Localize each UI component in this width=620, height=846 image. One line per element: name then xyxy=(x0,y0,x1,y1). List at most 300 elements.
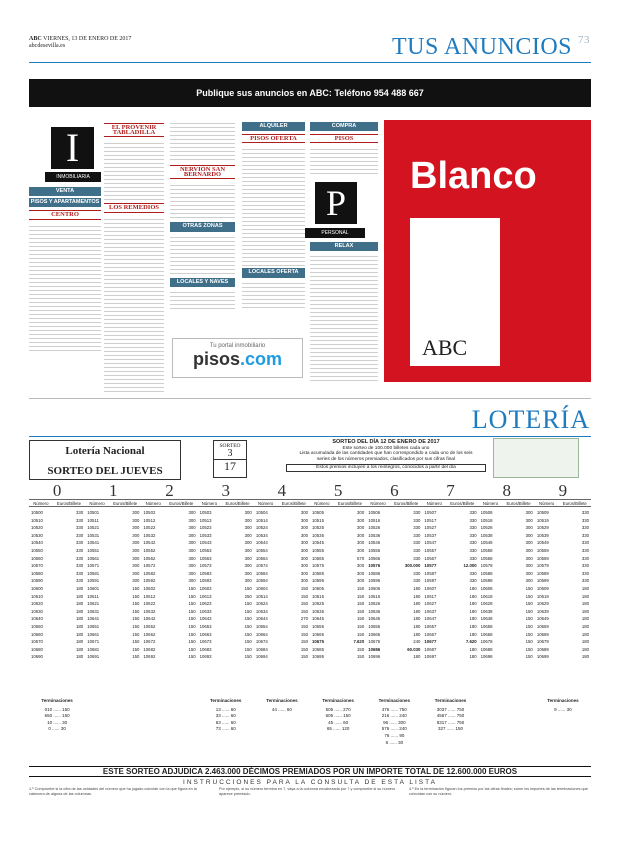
instr-col-3: 4.º En la terminación figuran los premios por las cifras finales; sume los importes de las terminaciones que coincidan con su número. xyxy=(409,787,588,796)
terminacion-row: 45 ...... 60 xyxy=(328,719,349,725)
ads-text-block xyxy=(29,223,101,353)
abc-logo: ABC xyxy=(422,335,468,360)
result-row xyxy=(481,524,533,532)
result-number: 10510 xyxy=(31,517,43,523)
result-amount: 180 xyxy=(413,631,421,637)
result-row xyxy=(200,623,252,631)
result-row xyxy=(87,509,139,517)
result-row xyxy=(424,653,476,661)
result-number: 10512 xyxy=(143,517,156,523)
column-header xyxy=(29,500,85,506)
result-row xyxy=(200,577,252,585)
result-number: 10534 xyxy=(255,532,268,538)
result-row xyxy=(256,600,308,608)
digit-header: 8 xyxy=(502,481,511,500)
result-number: 10595 xyxy=(312,578,324,584)
result-row xyxy=(537,539,589,547)
result-row xyxy=(31,593,83,601)
phone-banner: Publique sus anuncios en ABC: Teléfono 954 488 667 xyxy=(29,79,591,107)
result-number: 10691 xyxy=(87,654,100,660)
result-number: 10664 xyxy=(255,631,268,637)
result-row xyxy=(537,608,589,616)
result-number: 10674 xyxy=(255,639,268,645)
result-row xyxy=(256,638,308,646)
result-number: 10692 xyxy=(143,654,156,660)
result-amount: 330 xyxy=(76,517,84,523)
result-amount: 150 xyxy=(132,601,140,607)
result-number: 10695 xyxy=(312,654,324,660)
result-number: 10507 xyxy=(424,510,437,515)
terminacion-row: 605 ...... 150 xyxy=(325,713,351,719)
remedios-heading: LOS REMEDIOS xyxy=(104,203,164,212)
result-row xyxy=(312,555,364,563)
result-row xyxy=(312,517,364,525)
result-amount: 150 xyxy=(525,639,533,645)
result-number: 10585 xyxy=(312,570,324,576)
result-row xyxy=(200,608,252,616)
terminaciones-heading: Terminaciones xyxy=(378,698,411,703)
result-amount: 180 xyxy=(76,654,84,660)
terminacion-row: 505 ...... 270 xyxy=(325,706,351,712)
result-amount: 150 xyxy=(188,593,196,599)
result-number: 10532 xyxy=(143,532,156,538)
result-amount: 150 xyxy=(357,623,365,629)
header-num: Número xyxy=(314,501,330,506)
result-row xyxy=(424,524,476,532)
result-amount: 330 xyxy=(76,525,84,531)
result-number: 10654 xyxy=(255,623,268,629)
result-number: 10677 xyxy=(424,639,437,645)
result-amount: 300 xyxy=(132,532,140,538)
result-amount: 180 xyxy=(76,585,84,591)
result-row xyxy=(256,593,308,601)
terminaciones-heading: Terminaciones xyxy=(434,698,467,703)
result-row xyxy=(200,555,252,563)
digit-header: 4 xyxy=(277,481,287,500)
result-number: 10575 xyxy=(312,563,324,569)
result-number: 10530 xyxy=(31,532,43,538)
result-amount: 300 xyxy=(357,578,365,584)
result-row xyxy=(368,539,420,547)
result-row xyxy=(200,509,252,517)
result-amount: 150 xyxy=(132,593,140,599)
result-row xyxy=(143,539,195,547)
result-number: 10683 xyxy=(199,646,212,652)
result-number: 10608 xyxy=(480,585,493,591)
result-row xyxy=(368,615,420,623)
result-number: 10679 xyxy=(536,639,549,645)
result-amount: 300 xyxy=(525,563,533,569)
result-number: 10687 xyxy=(424,646,437,652)
result-amount: 150 xyxy=(300,646,309,652)
draw-name: SORTEO DEL JUEVES xyxy=(47,465,163,477)
result-amount: 180 xyxy=(581,593,590,599)
result-amount: 180 xyxy=(469,601,477,607)
result-number: 10629 xyxy=(536,601,549,607)
digit-header: 6 xyxy=(390,481,399,500)
result-number: 10647 xyxy=(424,616,437,622)
result-amount: 330 xyxy=(469,570,477,576)
result-number: 10566 xyxy=(368,555,381,561)
result-row xyxy=(368,517,420,525)
result-amount: 180 xyxy=(76,608,84,614)
result-row xyxy=(143,615,195,623)
result-row xyxy=(424,631,476,639)
terminacion-row: 10 ...... 30 xyxy=(47,719,68,725)
paper-name: ABC xyxy=(29,36,42,42)
result-amount: 150 xyxy=(188,639,196,645)
site-link[interactable]: abcdesevilla.es xyxy=(29,43,66,49)
result-number: 10611 xyxy=(87,593,99,599)
result-row xyxy=(537,524,589,532)
header-num: Número xyxy=(145,501,161,506)
instr-col-2: Por ejemplo, si su número termina en 7, vaya a la columna encabezada por 7 y compruebe si su número aparece premiado. xyxy=(219,787,396,796)
result-number: 10624 xyxy=(255,601,268,607)
personal-label: PERSONAL xyxy=(305,228,365,238)
sorteo-label: SORTEO xyxy=(219,443,241,449)
result-row xyxy=(368,593,420,601)
terminaciones-column xyxy=(141,698,197,746)
result-row xyxy=(537,600,589,608)
result-amount: 330 xyxy=(76,510,84,515)
result-amount: 330 xyxy=(469,547,477,553)
result-number: 10570 xyxy=(31,563,43,569)
instrucciones-title: INSTRUCCIONES PARA LA CONSULTA DE ESTA LISTA xyxy=(183,779,437,786)
results-column xyxy=(29,509,85,661)
result-amount: 330 xyxy=(413,570,421,576)
result-row xyxy=(424,517,476,525)
result-amount: 150 xyxy=(188,601,196,607)
result-number: 10682 xyxy=(143,646,156,652)
result-number: 10666 xyxy=(368,631,381,637)
results-column xyxy=(366,509,422,661)
result-number: 10536 xyxy=(368,532,381,538)
result-number: 10521 xyxy=(87,525,100,531)
result-row xyxy=(256,524,308,532)
result-row xyxy=(31,555,83,563)
header-num: Número xyxy=(258,501,274,506)
result-number: 10576 xyxy=(368,563,381,569)
result-amount: 300 xyxy=(244,532,252,538)
terminaciones-heading: Terminaciones xyxy=(209,698,242,703)
column-header xyxy=(422,500,478,506)
result-row xyxy=(424,638,476,646)
terminacion-row: 576 ...... 240 xyxy=(381,726,407,732)
result-row xyxy=(200,646,252,654)
result-number: 10609 xyxy=(536,585,549,591)
ads-text-block xyxy=(170,120,235,162)
result-number: 10537 xyxy=(424,532,437,538)
header-num: Número xyxy=(201,501,218,506)
nervion-heading: NERVIÓN SAN BERNARDO xyxy=(170,165,235,179)
result-amount: 330 xyxy=(581,525,590,531)
result-amount: 150 xyxy=(244,646,252,652)
result-amount: 7.620 xyxy=(353,639,365,645)
result-row xyxy=(481,562,533,570)
result-number: 10649 xyxy=(536,616,549,622)
terminacion-row: 33 ...... 60 xyxy=(215,713,236,719)
result-number: 10698 xyxy=(480,654,493,660)
result-amount: 180 xyxy=(469,623,477,629)
result-row xyxy=(256,631,308,639)
result-row xyxy=(424,555,476,563)
result-number: 10643 xyxy=(199,616,212,622)
result-amount: 180 xyxy=(469,585,477,591)
result-amount: 150 xyxy=(188,646,196,652)
result-amount: 300 xyxy=(244,555,252,561)
result-amount: 150 xyxy=(525,601,533,607)
result-amount: 300 xyxy=(300,570,309,576)
result-number: 10642 xyxy=(143,616,156,622)
loteria-title: LOTERÍA xyxy=(471,405,590,434)
result-number: 10606 xyxy=(368,585,381,591)
header-num: Número xyxy=(539,501,555,506)
result-number: 10669 xyxy=(536,631,549,637)
result-number: 10603 xyxy=(199,585,212,591)
result-row xyxy=(200,653,252,661)
result-row xyxy=(143,653,195,661)
result-amount: 330 xyxy=(469,517,477,523)
result-amount: 150 xyxy=(244,601,252,607)
result-amount: 150 xyxy=(357,646,365,652)
results-column xyxy=(422,509,478,661)
result-amount: 330 xyxy=(469,578,477,584)
result-number: 10653 xyxy=(199,623,212,629)
sorteo-number-2: 17 xyxy=(214,459,246,473)
result-number: 10616 xyxy=(368,593,381,599)
result-number: 10628 xyxy=(480,601,493,607)
result-number: 10564 xyxy=(255,555,268,561)
result-amount: 180 xyxy=(581,623,590,629)
result-amount: 300 xyxy=(300,578,309,584)
result-amount: 300 xyxy=(300,540,309,546)
result-row xyxy=(481,539,533,547)
result-row xyxy=(481,509,533,517)
result-row xyxy=(368,608,420,616)
result-amount: 150 xyxy=(300,585,309,591)
result-number: 10672 xyxy=(143,639,156,645)
result-amount: 300 xyxy=(525,547,533,553)
terminaciones-column xyxy=(254,698,310,746)
result-amount: 150 xyxy=(244,616,252,622)
result-row xyxy=(481,608,533,616)
result-row xyxy=(312,638,364,646)
header-eur: Euros/Billete xyxy=(113,501,138,506)
result-row xyxy=(200,615,252,623)
column-5b xyxy=(310,240,378,381)
result-amount: 300 xyxy=(244,540,252,546)
result-row xyxy=(31,509,83,517)
result-amount: 330 xyxy=(413,525,421,531)
ads-text-block xyxy=(310,253,378,381)
result-amount: 60.030 xyxy=(407,646,421,652)
result-number: 10663 xyxy=(199,631,212,637)
result-number: 10503 xyxy=(199,510,212,515)
result-amount: 150 xyxy=(357,608,365,614)
result-row xyxy=(143,631,195,639)
result-row xyxy=(312,532,364,540)
result-amount: 300 xyxy=(188,578,196,584)
result-row xyxy=(481,631,533,639)
result-amount: 300 xyxy=(188,532,196,538)
loteria-rule xyxy=(29,398,591,399)
result-amount: 300 xyxy=(525,532,533,538)
result-number: 10568 xyxy=(480,555,493,561)
ads-text-block xyxy=(104,140,164,200)
result-row xyxy=(481,555,533,563)
result-number: 10533 xyxy=(199,532,212,538)
result-row xyxy=(537,532,589,540)
result-amount: 150 xyxy=(525,646,533,652)
result-amount: 300 xyxy=(525,555,533,561)
result-row xyxy=(256,646,308,654)
result-number: 10535 xyxy=(312,532,324,538)
result-amount: 150 xyxy=(357,631,365,637)
result-row xyxy=(424,577,476,585)
result-number: 10631 xyxy=(87,608,100,614)
result-number: 10501 xyxy=(87,510,100,515)
result-amount: 300 xyxy=(525,570,533,576)
result-row xyxy=(200,562,252,570)
result-row xyxy=(368,631,420,639)
result-amount: 300 xyxy=(188,540,196,546)
result-number: 10508 xyxy=(480,510,493,515)
terminacion-row: 216 ...... 240 xyxy=(381,713,407,719)
pisos-ad[interactable] xyxy=(172,338,303,378)
result-amount: 300 xyxy=(244,570,252,576)
results-column xyxy=(535,509,591,661)
result-amount: 300 xyxy=(188,525,196,531)
result-row xyxy=(87,517,139,525)
result-number: 10549 xyxy=(536,540,549,546)
result-number: 10596 xyxy=(368,578,381,584)
result-number: 10545 xyxy=(312,540,324,546)
sorteo-number: 3 xyxy=(227,448,233,459)
result-amount: 300 xyxy=(244,578,252,584)
result-row xyxy=(312,646,364,654)
alquiler-heading: ALQUILER xyxy=(242,122,305,131)
section-title xyxy=(392,34,590,61)
pisos-oferta-heading: PISOS OFERTA xyxy=(242,134,305,143)
result-amount: 150 xyxy=(525,654,533,660)
result-row xyxy=(368,524,420,532)
result-row xyxy=(87,524,139,532)
result-amount: 300 xyxy=(244,563,252,569)
result-number: 10670 xyxy=(31,639,43,645)
result-row xyxy=(368,638,420,646)
terminacion-row: 6 ...... 30 xyxy=(385,739,404,745)
result-row xyxy=(312,593,364,601)
terminaciones-column xyxy=(29,698,85,746)
result-amount: 150 xyxy=(188,631,196,637)
sorteo-box xyxy=(213,440,247,478)
result-amount: 150 xyxy=(132,654,140,660)
terminacion-row: 9 ...... 30 xyxy=(554,706,572,712)
result-number: 10697 xyxy=(424,654,437,660)
result-row xyxy=(31,600,83,608)
result-row xyxy=(368,585,420,593)
result-row xyxy=(143,600,195,608)
result-amount: 330 xyxy=(581,540,590,546)
ads-text-block xyxy=(170,234,235,276)
locales-venta-heading: LOCALES Y NAVES xyxy=(170,278,235,287)
result-amount: 330 xyxy=(76,563,84,569)
result-row xyxy=(481,593,533,601)
terminaciones-column xyxy=(479,698,535,746)
result-number: 10556 xyxy=(368,547,381,553)
result-row xyxy=(256,517,308,525)
result-number: 10680 xyxy=(31,646,43,652)
result-row xyxy=(256,532,308,540)
result-amount: 300 xyxy=(300,547,309,553)
result-amount: 150 xyxy=(357,593,365,599)
ads-text-block xyxy=(310,146,378,174)
column-1 xyxy=(29,185,101,353)
result-row xyxy=(424,585,476,593)
result-number: 10500 xyxy=(31,510,43,515)
result-row xyxy=(424,570,476,578)
draw-info-line1: Este sorteo de 100.000 billetes cada uno xyxy=(342,445,430,451)
result-number: 10516 xyxy=(368,517,381,523)
result-number: 10561 xyxy=(87,555,100,561)
result-number: 10567 xyxy=(424,555,437,561)
result-amount: 180 xyxy=(413,608,421,614)
result-row xyxy=(143,593,195,601)
result-amount: 150 xyxy=(357,601,365,607)
terminacion-row: 76 ...... 90 xyxy=(384,732,405,738)
result-number: 10573 xyxy=(199,563,212,569)
result-amount: 300 xyxy=(357,532,365,538)
result-number: 10526 xyxy=(368,525,381,531)
result-number: 10541 xyxy=(87,540,100,546)
result-amount: 150 xyxy=(188,654,196,660)
result-row xyxy=(537,555,589,563)
result-number: 10527 xyxy=(424,525,437,531)
ads-text-block xyxy=(170,182,235,220)
result-amount: 300 xyxy=(357,570,365,576)
result-number: 10538 xyxy=(480,532,493,538)
result-amount: 150 xyxy=(132,623,140,629)
result-row xyxy=(537,615,589,623)
result-row xyxy=(424,593,476,601)
result-number: 10634 xyxy=(255,608,268,614)
result-amount: 150 xyxy=(300,654,309,660)
result-amount: 330 xyxy=(581,555,590,561)
terminacion-row: 96 ...... 300 xyxy=(383,719,406,725)
result-number: 10652 xyxy=(143,623,156,629)
result-row xyxy=(87,539,139,547)
results-column xyxy=(198,509,254,661)
header-eur: Euros/Billete xyxy=(506,501,531,506)
result-number: 10524 xyxy=(255,525,268,531)
column-header xyxy=(479,500,535,506)
result-amount: 180 xyxy=(76,623,84,629)
page-number: 73 xyxy=(578,34,590,46)
result-number: 10597 xyxy=(424,578,437,584)
result-number: 10598 xyxy=(480,578,493,584)
result-number: 10589 xyxy=(536,570,549,576)
result-amount: 150 xyxy=(357,585,365,591)
result-row xyxy=(256,615,308,623)
result-amount: 330 xyxy=(76,570,84,576)
result-row xyxy=(368,562,420,570)
result-amount: 300 xyxy=(244,510,252,515)
results-column xyxy=(479,509,535,661)
result-amount: 300 xyxy=(525,510,533,515)
result-number: 10601 xyxy=(87,585,100,591)
result-row xyxy=(143,524,195,532)
draw-info-title: SORTEO DEL DÍA 12 DE ENERO DE 2017 xyxy=(332,439,440,445)
